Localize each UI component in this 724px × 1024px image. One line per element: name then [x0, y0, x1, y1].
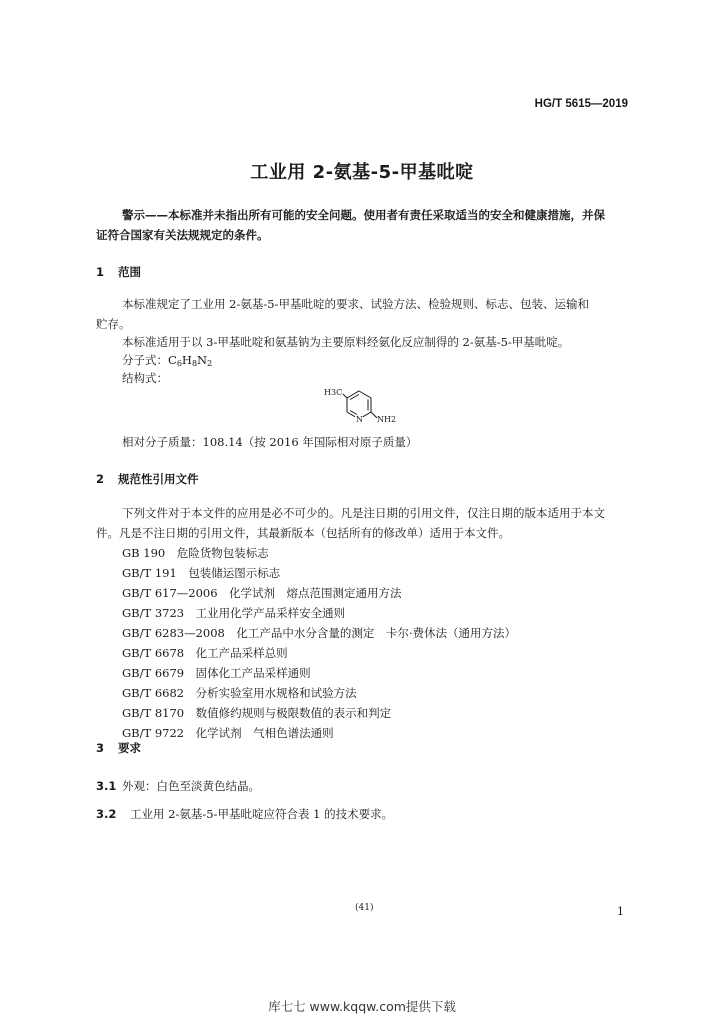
reference-item	[122, 643, 516, 663]
relative-molecular-mass: 相对分子质量：108.14（按 2016 年国际相对原子质量）	[122, 435, 418, 449]
clause-3-2-text: 工业用 2-氨基-5-甲基吡啶应符合表 1 的技术要求。	[130, 807, 394, 821]
section-1-title: 范围	[118, 265, 141, 279]
structure-label: 结构式：	[122, 371, 168, 385]
formula-c: C	[168, 353, 177, 367]
document-title: 工业用 2-氨基-5-甲基吡啶	[250, 162, 474, 183]
formula-n: N	[197, 353, 208, 367]
section-2-intro-line-1: 下列文件对于本文件的应用是必不可少的。凡是注日期的引用文件，仅注日期的版本适用于本文	[122, 506, 605, 520]
reference-item	[122, 583, 516, 603]
formula-n-count: 2	[207, 359, 213, 368]
section-1-paragraph-1	[96, 294, 631, 334]
download-watermark: 库七七 www.kqqw.com提供下载	[268, 999, 456, 1014]
reference-code: GB 190	[122, 546, 166, 560]
reference-code: GB/T 6283—2008	[122, 626, 225, 640]
reference-code: GB/T 9722	[122, 726, 185, 740]
warning-line-2: 证符合国家有关法规规定的条件。	[96, 228, 269, 242]
reference-code: GB/T 6678	[122, 646, 185, 660]
section-2-number: 2	[96, 472, 105, 486]
reference-title: 化工产品采样总则	[195, 646, 288, 660]
reference-item	[122, 683, 516, 703]
reference-title: 数值修约规则与极限数值的表示和判定	[195, 706, 392, 720]
reference-item	[122, 563, 516, 583]
page-number: 1	[617, 905, 624, 918]
clause-3-1-text: 外观：白色至淡黄色结晶。	[122, 779, 260, 793]
safety-warning	[96, 205, 631, 245]
clause-3-2-number: 3.2	[96, 807, 117, 821]
reference-title: 包装储运图示标志	[188, 566, 281, 580]
section-1-p1-line-2: 贮存。	[96, 317, 131, 331]
reference-item	[122, 723, 516, 743]
reference-list	[122, 543, 516, 743]
section-1-heading	[96, 264, 141, 280]
section-3-title: 要求	[118, 741, 141, 755]
section-3-heading	[96, 740, 141, 756]
methyl-bond	[343, 394, 347, 398]
section-2-intro-line-2: 件。凡是不注日期的引用文件，其最新版本（包括所有的修改单）适用于本文件。	[96, 526, 510, 540]
reference-code: GB/T 8170	[122, 706, 185, 720]
clause-3-1	[96, 776, 260, 796]
reference-title: 固体化工产品采样通则	[195, 666, 311, 680]
warning-line-1: 警示——本标准并未指出所有可能的安全问题。使用者有责任采取适当的安全和健康措施，并保	[122, 208, 605, 222]
methyl-label: H3C	[324, 388, 343, 397]
structural-formula	[322, 385, 402, 430]
amino-label: NH2	[377, 415, 397, 424]
formula-label: 分子式：	[122, 353, 168, 367]
reference-item	[122, 603, 516, 623]
section-1-number: 1	[96, 265, 105, 279]
clause-3-1-number: 3.1	[96, 779, 117, 793]
section-1-paragraph-2: 本标准适用于以 3-甲基吡啶和氨基钠为主要原料经氨化反应制得的 2-氨基-5-甲基吡啶。	[122, 335, 570, 349]
reference-item	[122, 703, 516, 723]
reference-title: 分析实验室用水规格和试验方法	[195, 686, 357, 700]
reference-title: 化学试剂 气相色谱法通则	[195, 726, 334, 740]
reference-code: GB/T 3723	[122, 606, 185, 620]
formula-h: H	[181, 353, 192, 367]
formula-h-count: 8	[191, 359, 198, 368]
section-2-heading	[96, 471, 199, 487]
reference-title: 化学试剂 熔点范围测定通用方法	[229, 586, 402, 600]
reference-code: GB/T 6682	[122, 686, 185, 700]
clause-3-2	[96, 804, 393, 824]
reference-item	[122, 663, 516, 683]
section-2-title: 规范性引用文件	[118, 472, 199, 486]
ring-nitrogen-label: N	[356, 415, 363, 424]
reference-code: GB/T 191	[122, 566, 177, 580]
reference-title: 化工产品中水分含量的测定 卡尔·费休法（通用方法）	[236, 626, 517, 640]
reference-code: GB/T 6679	[122, 666, 185, 680]
reference-title: 危险货物包装标志	[176, 546, 269, 560]
section-1-p1-line-1: 本标准规定了工业用 2-氨基-5-甲基吡啶的要求、试验方法、检验规则、标志、包装、运输和	[122, 297, 589, 311]
section-3-number: 3	[96, 741, 105, 755]
reference-code: GB/T 617—2006	[122, 586, 218, 600]
page-sequence-number: (41)	[355, 903, 374, 913]
standard-code: HG/T 5615—2019	[534, 98, 628, 110]
formula-c-count: 6	[176, 359, 182, 368]
reference-item	[122, 623, 516, 643]
reference-title: 工业用化学产品采样安全通则	[195, 606, 346, 620]
section-2-intro	[96, 503, 631, 543]
reference-item	[122, 543, 516, 563]
